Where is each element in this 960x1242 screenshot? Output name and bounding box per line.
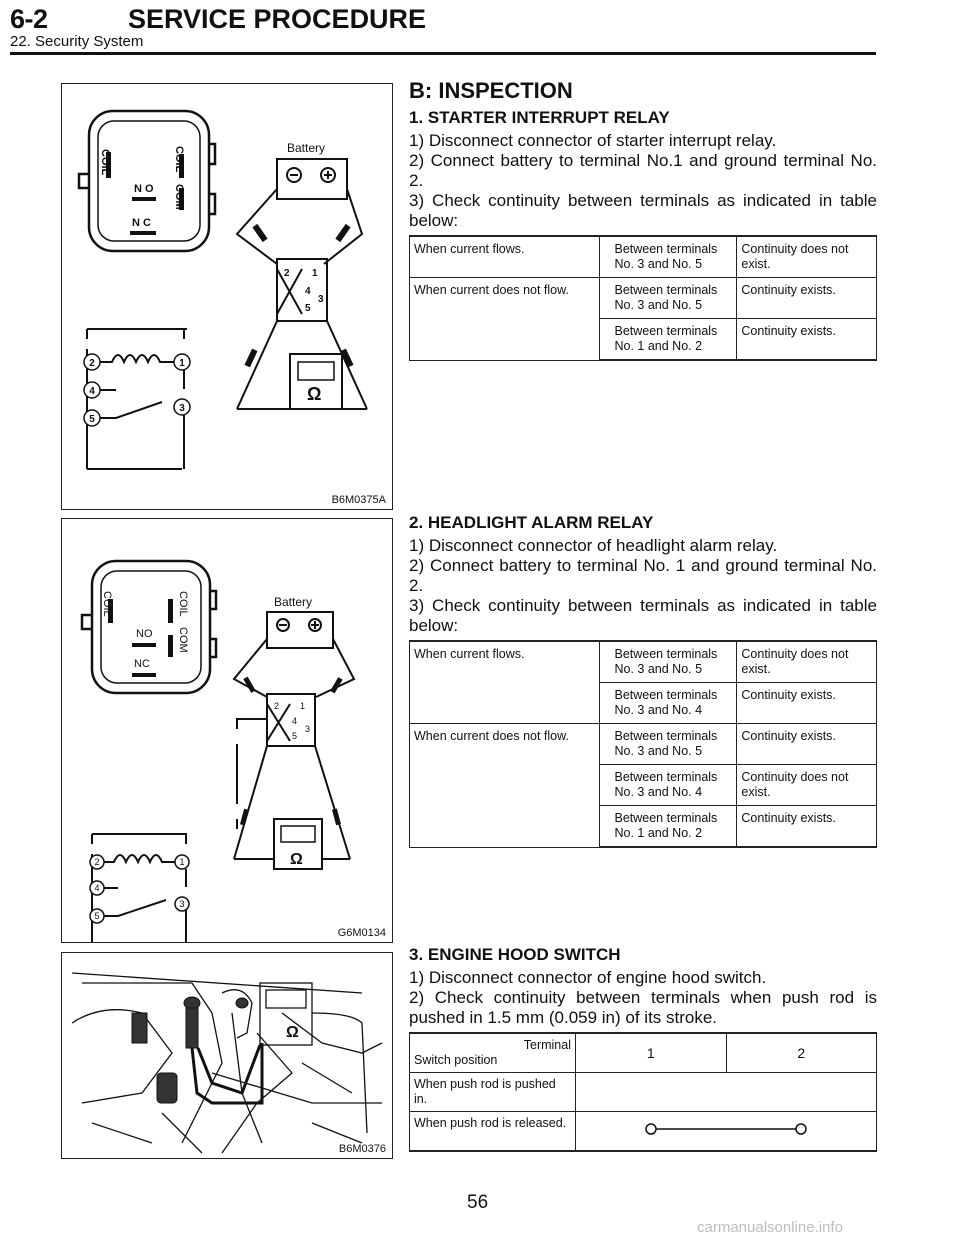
step-text: 1) Disconnect connector of engine hood switch.	[409, 968, 767, 987]
coil-label-left: COIL	[101, 591, 113, 617]
starter-relay-table	[409, 235, 877, 361]
result-cell: Continuity exists.	[737, 724, 877, 765]
svg-text:1: 1	[312, 268, 318, 279]
terminals-cell: Between terminals No. 3 and No. 5	[600, 236, 737, 278]
terminals-cell: Between terminals No. 1 and No. 2	[600, 806, 737, 848]
terminals-cell: Between terminals No. 3 and No. 5	[600, 724, 737, 765]
continuity-cell	[576, 1073, 877, 1112]
step-text: 3) Check continuity between terminals as indicated in table below:	[409, 191, 877, 230]
step-text: 2) Connect battery to terminal No. 1 and ground terminal No. 2.	[409, 556, 877, 595]
starter-relay-heading: 1. STARTER INTERRUPT RELAY	[409, 108, 670, 127]
terminals-cell: Between terminals No. 1 and No. 2	[600, 319, 737, 361]
hood-switch-table	[409, 1032, 877, 1152]
condition-cell: When current flows.	[410, 236, 600, 278]
continuity-cell	[576, 1112, 877, 1152]
starter-relay-diagram	[62, 84, 392, 509]
result-cell: Continuity exists.	[737, 683, 877, 724]
header-rule	[10, 52, 876, 55]
header-terminal: Terminal	[523, 1038, 571, 1052]
svg-text:1: 1	[179, 857, 185, 867]
svg-text:3: 3	[318, 294, 324, 305]
row-label: When push rod is pushed in.	[410, 1073, 576, 1112]
page-title: SERVICE PROCEDURE	[128, 4, 427, 34]
svg-text:1: 1	[300, 701, 306, 711]
svg-text:4: 4	[89, 386, 95, 397]
headlight-relay-diagram	[62, 519, 392, 942]
svg-text:5: 5	[292, 731, 298, 741]
ohm-symbol: Ω	[286, 1024, 299, 1041]
no-label: N O	[134, 183, 154, 195]
table-row	[410, 641, 877, 683]
ohm-symbol: Ω	[290, 851, 303, 868]
continuity-symbol	[576, 1112, 876, 1146]
terminals-cell: Between terminals No. 3 and No. 4	[600, 683, 737, 724]
terminals-cell: Between terminals No. 3 and No. 5	[600, 278, 737, 319]
condition-cell: When current does not flow.	[410, 278, 600, 361]
starter-relay-figure	[61, 83, 393, 510]
svg-text:5: 5	[94, 911, 100, 921]
table-row	[410, 724, 877, 765]
headlight-relay-figure	[61, 518, 393, 943]
terminals-cell: Between terminals No. 3 and No. 4	[600, 765, 737, 806]
battery-label: Battery	[287, 141, 326, 155]
svg-text:2: 2	[284, 268, 290, 279]
result-cell: Continuity does not exist.	[737, 236, 877, 278]
svg-text:3: 3	[179, 403, 185, 414]
table-header-row	[410, 1033, 877, 1073]
hood-switch-section	[409, 945, 877, 1152]
svg-text:4: 4	[292, 716, 298, 726]
section-heading: B: INSPECTION	[409, 78, 573, 103]
svg-text:1: 1	[179, 358, 185, 369]
step-text: 3) Check continuity between terminals as indicated in table below:	[409, 596, 877, 635]
section-number: 6-2	[10, 4, 48, 34]
condition-cell: When current does not flow.	[410, 724, 600, 848]
coil-label-left: COIL	[99, 149, 111, 176]
column-header: 1	[576, 1033, 727, 1073]
coil-label-right: COIL	[173, 146, 185, 173]
svg-text:2: 2	[274, 701, 280, 711]
ohm-symbol: Ω	[307, 384, 322, 404]
table-row	[410, 278, 877, 319]
result-cell: Continuity does not exist.	[737, 641, 877, 683]
step-text: 1) Disconnect connector of headlight alarm relay.	[409, 536, 778, 555]
svg-text:5: 5	[89, 414, 95, 425]
watermark: carmanualsonline.info	[697, 1219, 843, 1236]
terminals-cell: Between terminals No. 3 and No. 5	[600, 641, 737, 683]
header-switch-position: Switch position	[414, 1053, 498, 1067]
figure-id: G6M0134	[337, 927, 386, 939]
result-cell: Continuity does not exist.	[737, 765, 877, 806]
headlight-relay-section	[409, 513, 877, 848]
step-text: 2) Check continuity between terminals when push rod is pushed in 1.5 mm (0.059 in) of its stroke.	[409, 988, 877, 1027]
svg-text:3: 3	[179, 899, 185, 909]
result-cell: Continuity exists.	[737, 278, 877, 319]
table-row	[410, 1112, 877, 1152]
svg-text:3: 3	[305, 724, 311, 734]
com-label: COM	[173, 184, 185, 210]
table-row	[410, 236, 877, 278]
headlight-relay-table	[409, 640, 877, 848]
starter-relay-section	[409, 78, 877, 361]
com-label: COM	[177, 627, 189, 653]
hood-switch-figure	[61, 952, 393, 1159]
battery-label: Battery	[274, 595, 313, 609]
figure-id: B6M0376	[338, 1143, 386, 1155]
svg-text:4: 4	[94, 883, 100, 893]
no-label: NO	[136, 628, 153, 640]
condition-cell: When current flows.	[410, 641, 600, 724]
svg-text:4: 4	[305, 286, 311, 297]
page-subtitle: 22. Security System	[10, 33, 144, 50]
svg-text:2: 2	[94, 857, 100, 867]
nc-label: N C	[132, 217, 151, 229]
table-row	[410, 1073, 877, 1112]
svg-text:5: 5	[305, 303, 311, 314]
step-text: 1) Disconnect connector of starter interrupt relay.	[409, 131, 777, 150]
hood-switch-drawing	[62, 953, 392, 1158]
page-number: 56	[467, 1192, 489, 1213]
svg-text:2: 2	[89, 358, 95, 369]
nc-label: NC	[134, 658, 150, 670]
column-header: 2	[726, 1033, 877, 1073]
figure-id: B6M0375A	[331, 494, 386, 506]
hood-switch-heading: 3. ENGINE HOOD SWITCH	[409, 945, 621, 964]
row-label: When push rod is released.	[410, 1112, 576, 1152]
headlight-relay-heading: 2. HEADLIGHT ALARM RELAY	[409, 513, 654, 532]
header-cell	[410, 1033, 576, 1073]
coil-label-right: COIL	[177, 591, 189, 617]
result-cell: Continuity exists.	[737, 319, 877, 361]
step-text: 2) Connect battery to terminal No.1 and ground terminal No. 2.	[409, 151, 877, 190]
result-cell: Continuity exists.	[737, 806, 877, 848]
